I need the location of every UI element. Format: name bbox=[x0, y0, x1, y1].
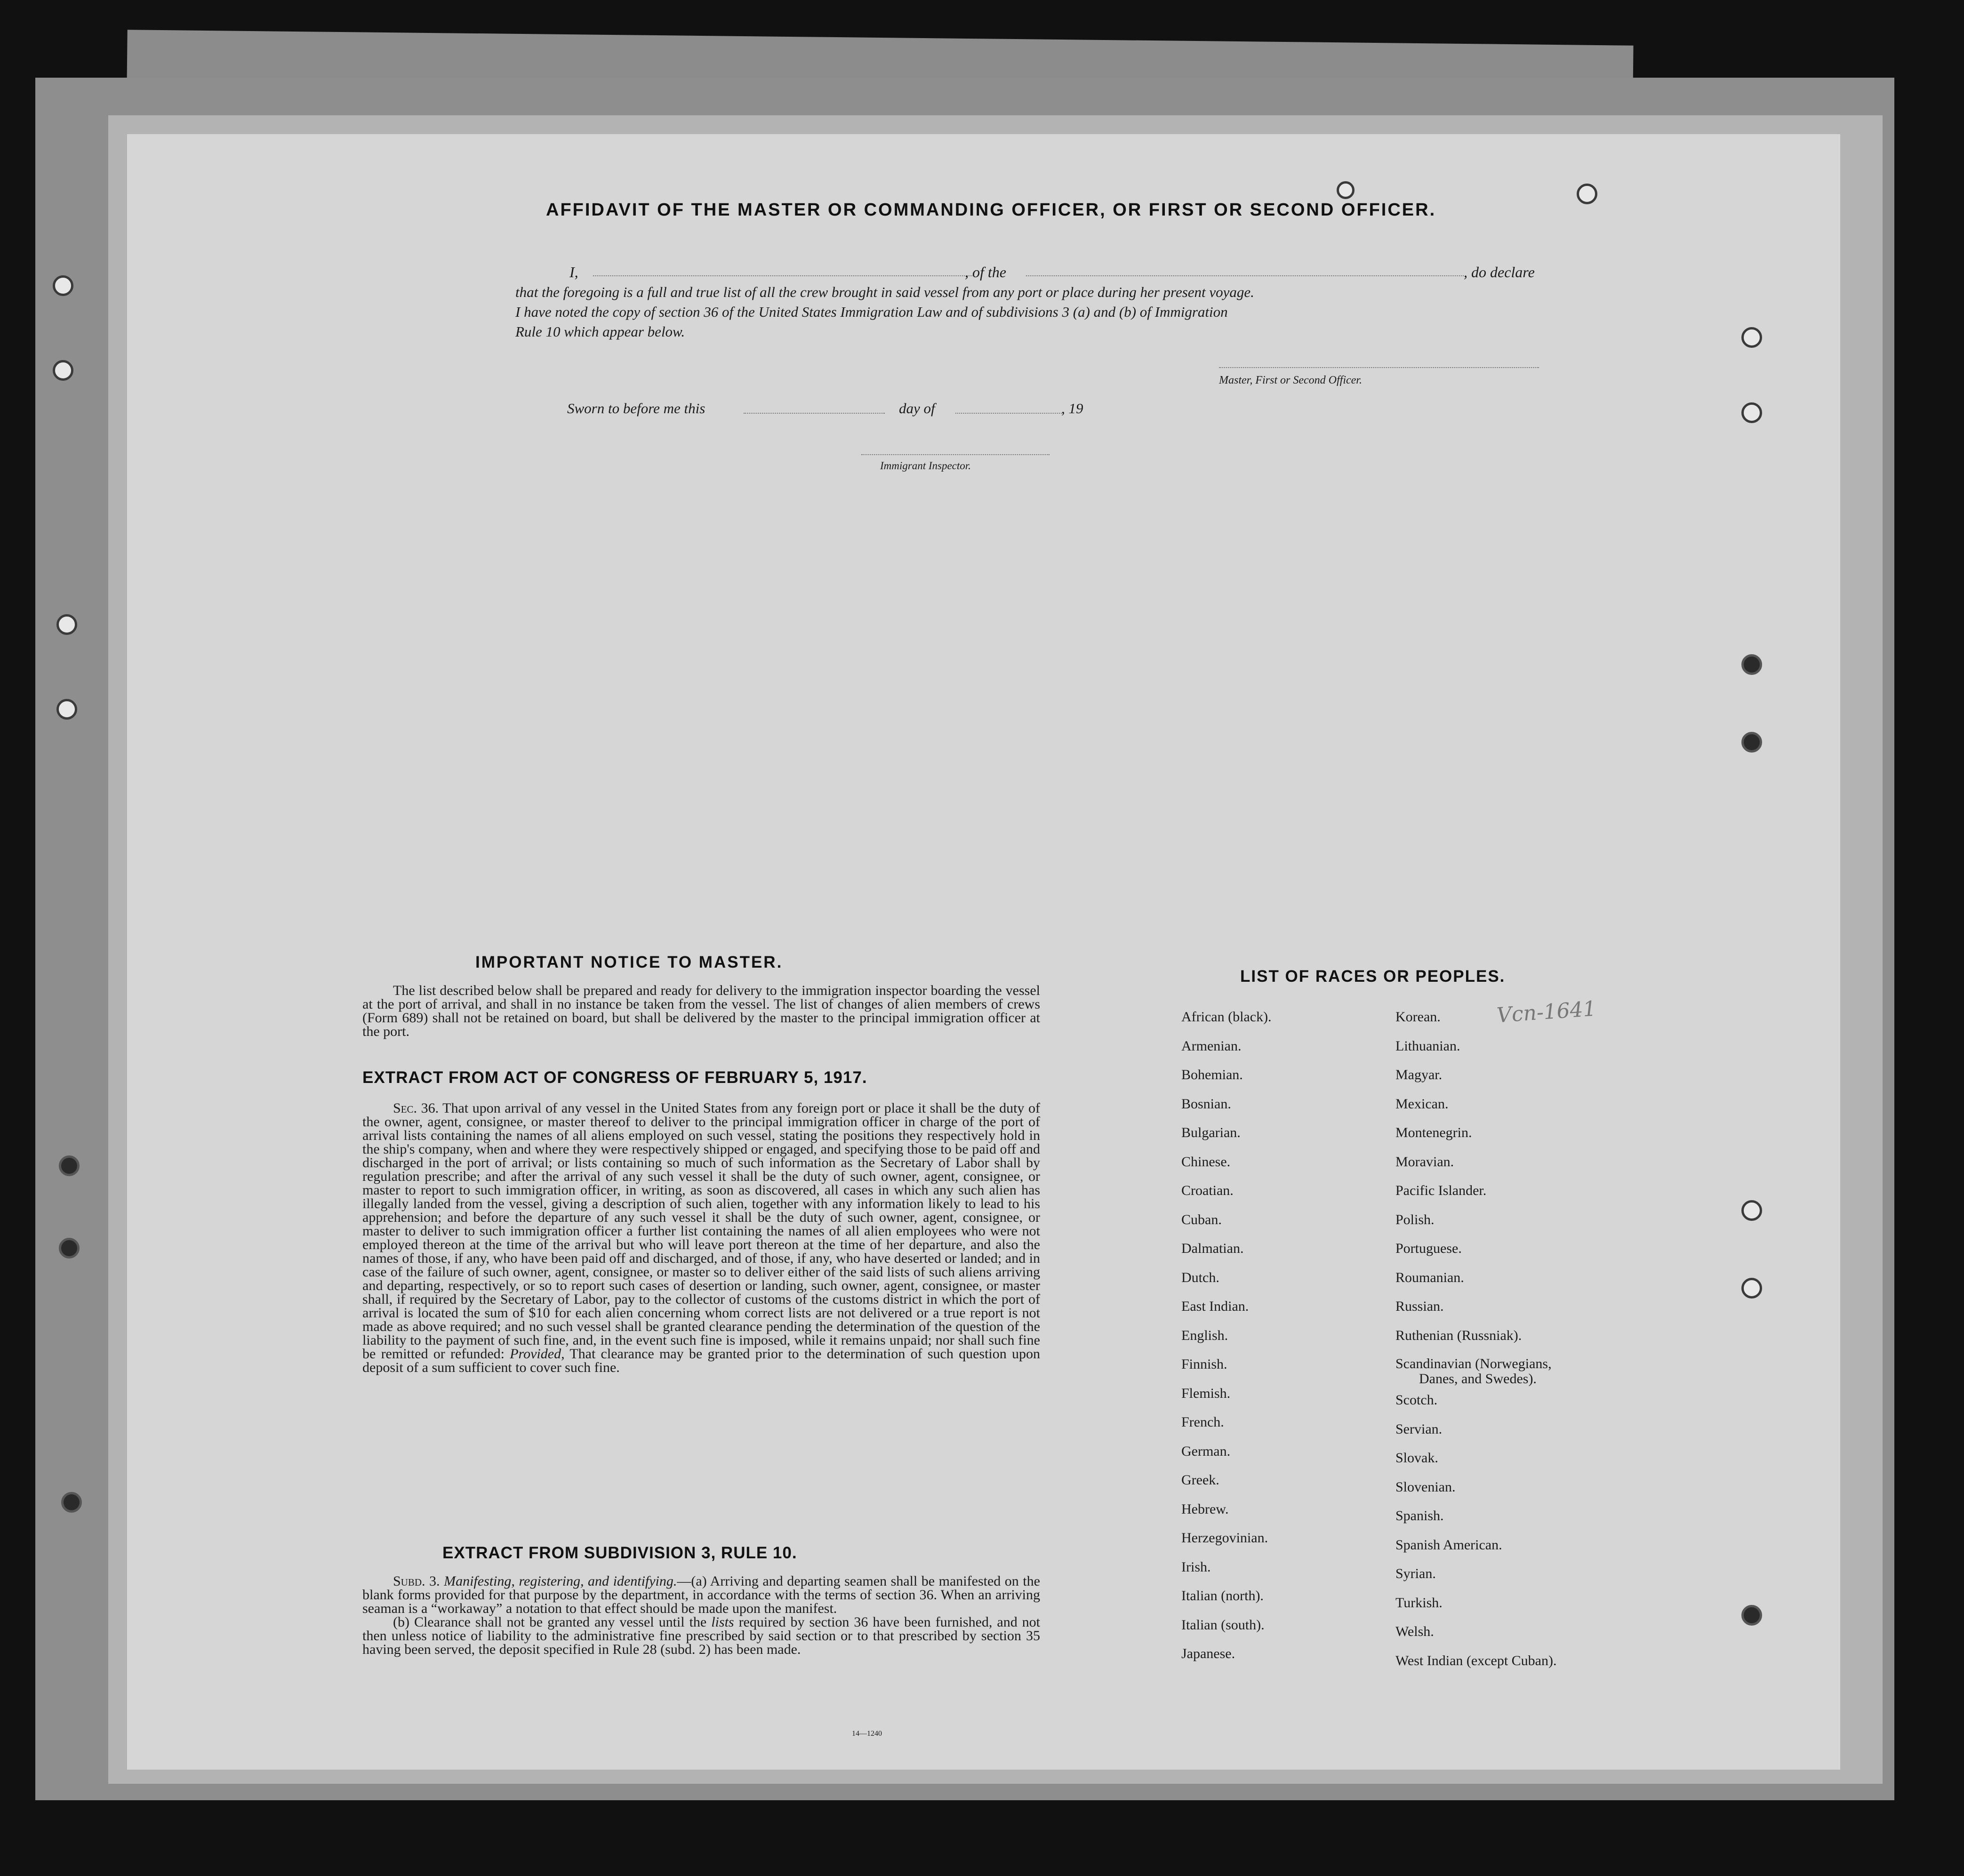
punch-hole bbox=[1741, 654, 1762, 675]
subd-text-b-pre: (b) Clearance shall not be granted any vessel until the bbox=[393, 1614, 707, 1630]
race-item: Welsh. bbox=[1395, 1624, 1434, 1639]
race-item: Cuban. bbox=[1181, 1211, 1222, 1227]
handwritten-note: Vcn-1641 bbox=[1496, 996, 1597, 1028]
day-of-text: day of bbox=[899, 400, 935, 417]
document-page bbox=[127, 134, 1840, 1770]
extract-rule-text bbox=[362, 1574, 1040, 1656]
binder-hole bbox=[56, 699, 77, 720]
punch-hole bbox=[1741, 1200, 1762, 1221]
race-item: Bohemian. bbox=[1181, 1067, 1243, 1082]
sec-label: Sec. 36. bbox=[393, 1100, 439, 1116]
provided-word: Provided, bbox=[510, 1346, 565, 1362]
notice-title: IMPORTANT NOTICE TO MASTER. bbox=[475, 953, 783, 971]
binder-hole bbox=[53, 275, 73, 296]
race-item-continuation: Danes, and Swedes). bbox=[1419, 1371, 1537, 1387]
race-item: African (black). bbox=[1181, 1009, 1272, 1025]
race-item: Finnish. bbox=[1181, 1356, 1227, 1372]
form-number: 14—1240 bbox=[852, 1730, 882, 1738]
race-item: Japanese. bbox=[1181, 1646, 1235, 1661]
race-item: Lithuanian. bbox=[1395, 1038, 1460, 1054]
race-item: Croatian. bbox=[1181, 1183, 1234, 1198]
race-item: Roumanian. bbox=[1395, 1269, 1464, 1285]
punch-hole bbox=[1741, 402, 1762, 423]
races-left-column bbox=[1181, 1002, 1272, 1668]
punch-hole bbox=[1741, 327, 1762, 348]
race-item: Moravian. bbox=[1395, 1154, 1454, 1170]
race-item: Syrian. bbox=[1395, 1566, 1436, 1581]
punch-hole bbox=[1741, 1605, 1762, 1626]
race-item: Bosnian. bbox=[1181, 1096, 1231, 1112]
race-item: Servian. bbox=[1395, 1421, 1443, 1437]
race-item: Armenian. bbox=[1181, 1038, 1242, 1054]
race-item: Mexican. bbox=[1395, 1096, 1449, 1112]
race-item: Portuguese. bbox=[1395, 1241, 1462, 1256]
affidavit-body-line2: that the foregoing is a full and true list of all the crew brought in said vessel from any port or place during her present voyage. bbox=[515, 284, 1254, 300]
binder-hole bbox=[61, 1492, 82, 1513]
inspector-label: Immigrant Inspector. bbox=[880, 460, 971, 472]
race-item: Magyar. bbox=[1395, 1067, 1443, 1082]
punch-hole bbox=[1337, 181, 1355, 199]
extract-act-text bbox=[362, 1101, 1040, 1374]
vessel-blank[interactable] bbox=[1026, 275, 1464, 276]
race-item: English. bbox=[1181, 1327, 1228, 1343]
notice-text bbox=[362, 984, 1040, 1038]
extract-act-title: EXTRACT FROM ACT OF CONGRESS OF FEBRUARY 5, 1917. bbox=[362, 1068, 867, 1087]
inspector-signature-line[interactable] bbox=[861, 454, 1050, 455]
binder-hole bbox=[56, 614, 77, 635]
sworn-text: Sworn to before me this bbox=[567, 400, 705, 417]
race-item: German. bbox=[1181, 1443, 1231, 1459]
race-item: Flemish. bbox=[1181, 1385, 1231, 1401]
master-signature-line[interactable] bbox=[1219, 367, 1539, 368]
race-item: Italian (south). bbox=[1181, 1617, 1265, 1633]
binder-hole bbox=[59, 1238, 80, 1259]
affidavit-line1-of-the: , of the bbox=[965, 264, 1006, 281]
race-item: Slovenian. bbox=[1395, 1479, 1456, 1495]
race-item: Spanish American. bbox=[1395, 1537, 1502, 1553]
year-prefix: , 19 bbox=[1061, 400, 1083, 417]
subd-heading: Manifesting, registering, and identifying. bbox=[444, 1573, 677, 1589]
race-item: Slovak. bbox=[1395, 1450, 1438, 1466]
race-item: Russian. bbox=[1395, 1299, 1444, 1314]
race-item: Pacific Islander. bbox=[1395, 1183, 1487, 1198]
race-item: Scandinavian (Norwegians, bbox=[1395, 1356, 1552, 1371]
master-signature-label: Master, First or Second Officer. bbox=[1219, 374, 1362, 386]
affidavit-body-line3: I have noted the copy of section 36 of the United States Immigration Law and of subdivisions 3 (a) and (b) of Immigration bbox=[515, 304, 1228, 320]
affidavit-line1-declare: , do declare bbox=[1464, 264, 1535, 281]
races-title: LIST OF RACES OR PEOPLES. bbox=[1240, 967, 1506, 986]
race-item: East Indian. bbox=[1181, 1299, 1249, 1314]
affidavit-line1-i: I, bbox=[569, 264, 578, 281]
subd-text-b-post: required by section 36 have been furnished, and not then unless notice of liability to the administrative fine prescribed by said section or to that prescribed by section 35 having been served, the deposit specified in Rule 28 (subd. 2) has been made. bbox=[362, 1614, 1041, 1657]
race-item: West Indian (except Cuban). bbox=[1395, 1652, 1557, 1668]
race-item: Herzegovinian. bbox=[1181, 1530, 1268, 1546]
punch-hole bbox=[1741, 1278, 1762, 1299]
race-item: Bulgarian. bbox=[1181, 1125, 1241, 1140]
race-item: Greek. bbox=[1181, 1472, 1219, 1488]
sworn-day-blank[interactable] bbox=[744, 413, 885, 414]
notice-paragraph: The list described below shall be prepared and ready for delivery to the immigration inspector boarding the vessel at the port of arrival, and shall in no instance be taken from the vessel. The list of changes of alien members of crews (Form 689) shall not be retained on board, but shall be delivered by the master to the principal immigration officer at the port. bbox=[362, 983, 1040, 1039]
extract-act-body: That upon arrival of any vessel in the United States from any foreign port or place it shall be the duty of the owner, agent, consignee, or master thereof to deliver to the principal immigration officer in charge of the port of arrival lists containing the names of all aliens employed on such vessel, stating the positions they respectively hold in the ship's company, when and where they were respectively shipped or engaged, and specifying those to be paid off and discharged in the port of arrival; or lists containing so much of such information as the Secretary of Labor shall by regulation prescribe; and after the arrival of any such vessel it shall be the duty of such owner, agent, consignee, or master to report to such immigration officer, in writing, as soon as discovered, all cases in which any such alien has illegally landed from the vessel, giving a description of such alien, together with any information likely to lead to his apprehension; and before the departure of any such vessel it shall be the duty of such owner, agent, consignee, or master to deliver to such immigration officer a further list containing the names of all alien employees who were not employed thereon at the time of the arrival but who will leave port thereon at the time of her departure, and also the names of those, if any, who have been paid off and discharged, and of those, if any, who have deserted or landed; and in case of the failure of such owner, agent, consignee, or master so to deliver either of the said lists of such aliens arriving and departing, respectively, or so to report such cases of desertion or landing, such owner, agent, consignee, or master shall, if required by the Secretary of Labor, pay to the collector of customs of the customs district in which the port of arrival is located the sum of $10 for each alien concerning whom correct lists are not delivered or a true report is not made as above required; and no such vessel shall be granted clearance pending the determination of the question of the liability to the payment of such fine, and, in the event such fine is imposed, while it remains unpaid; nor shall such fine be remitted or refunded: bbox=[362, 1100, 1040, 1362]
sworn-month-blank[interactable] bbox=[955, 413, 1064, 414]
subd-text-a: —(a) Arriving and departing seamen shall be manifested on the blank forms provided for that purpose by the department, in accordance with the terms of section 36. When an arriving seaman is a “workaway” a notation to that effect should be made upon the manifest. bbox=[362, 1573, 1040, 1616]
race-item: Chinese. bbox=[1181, 1154, 1231, 1170]
race-item: Ruthenian (Russniak). bbox=[1395, 1327, 1522, 1343]
race-item: Spanish. bbox=[1395, 1508, 1444, 1523]
name-blank[interactable] bbox=[593, 275, 974, 276]
subd-text-b-lists: lists bbox=[711, 1614, 734, 1630]
subd-label: Subd. 3. bbox=[393, 1573, 440, 1589]
race-item: Hebrew. bbox=[1181, 1501, 1229, 1517]
affidavit-body-line4: Rule 10 which appear below. bbox=[515, 323, 685, 340]
race-item: French. bbox=[1181, 1414, 1224, 1430]
race-item: Turkish. bbox=[1395, 1595, 1443, 1611]
binder-hole bbox=[59, 1155, 80, 1176]
races-right-column bbox=[1395, 1002, 1556, 1675]
extract-act-body-end: That clearance may be granted prior to the determination of such question upon deposit of a sum sufficient to cover such fine. bbox=[362, 1346, 1041, 1375]
race-item: Scotch. bbox=[1395, 1392, 1438, 1408]
race-item: Irish. bbox=[1181, 1559, 1211, 1575]
race-item: Italian (north). bbox=[1181, 1588, 1264, 1603]
race-item: Polish. bbox=[1395, 1211, 1435, 1227]
race-item: Dalmatian. bbox=[1181, 1241, 1244, 1256]
race-item: Korean. bbox=[1395, 1009, 1441, 1025]
binder-hole bbox=[53, 360, 73, 381]
race-item: Dutch. bbox=[1181, 1269, 1219, 1285]
affidavit-title: AFFIDAVIT OF THE MASTER OR COMMANDING OFFICER, OR FIRST OR SECOND OFFICER. bbox=[546, 200, 1436, 220]
punch-hole bbox=[1577, 184, 1597, 204]
extract-rule-title: EXTRACT FROM SUBDIVISION 3, RULE 10. bbox=[442, 1544, 797, 1562]
race-item: Montenegrin. bbox=[1395, 1125, 1472, 1140]
punch-hole bbox=[1741, 732, 1762, 753]
